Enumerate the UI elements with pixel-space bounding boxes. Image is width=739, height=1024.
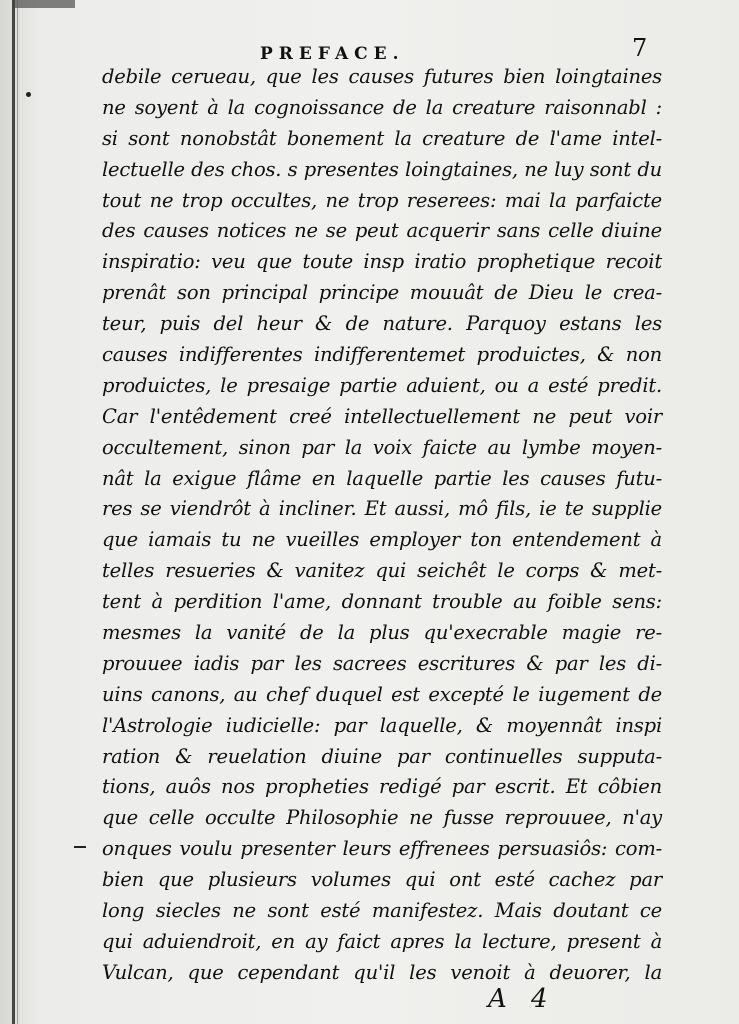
page-gutter-shadow bbox=[17, 0, 18, 1024]
text-line: prenât son principal principe mouuât de Dieu le crea- bbox=[102, 281, 662, 305]
page-number: 7 bbox=[632, 34, 648, 62]
text-line: prouuee iadis par les sacrees escritures & par les di- bbox=[102, 651, 662, 675]
text-line: tent à perdition l'ame, donnant trouble au foible sens: bbox=[102, 590, 662, 614]
text-line: lectuelle des chos. s presentes loingtaines, ne luy sont du bbox=[102, 157, 662, 181]
text-line: tout ne trop occultes, ne trop reserees: mai la parfaicte bbox=[102, 188, 662, 212]
text-line: long siecles ne sont esté manifestez. Mais doutant ce bbox=[102, 899, 662, 923]
text-line: qui aduiendroit, en ay faict apres la lecture, present à bbox=[102, 929, 662, 953]
text-line: tions, auôs nos propheties redigé par escrit. Et côbien bbox=[102, 775, 662, 799]
text-line: ration & reuelation diuine par continuelles supputa- bbox=[102, 744, 662, 768]
text-line: telles resueries & vanitez qui seichêt le corps & met- bbox=[102, 559, 662, 583]
text-line: bien que plusieurs volumes qui ont esté cachez par bbox=[102, 868, 662, 892]
text-line: uins canons, au chef duquel est excepté le iugement de bbox=[102, 682, 662, 706]
text-line: res se viendrôt à incliner. Et aussi, mô fils, ie te supplie bbox=[102, 497, 662, 521]
text-line: Vulcan, que cependant qu'il les venoit à deuorer, la bbox=[102, 960, 662, 984]
margin-speck bbox=[26, 92, 31, 97]
text-line: Car l'entêdement creé intellectuellement ne peut voir bbox=[102, 404, 662, 428]
page-gutter-edge bbox=[12, 0, 15, 1024]
text-line: que iamais tu ne vueilles employer ton entendement à bbox=[102, 528, 662, 552]
scan-edge-mark bbox=[15, 0, 75, 8]
text-line: teur, puis del heur & de nature. Parquoy estans les bbox=[102, 312, 662, 336]
signature-mark: A 4 bbox=[488, 984, 556, 1014]
running-head: PREFACE. bbox=[260, 44, 405, 64]
text-line: occultement, sinon par la voix faicte au lymbe moyen- bbox=[102, 435, 662, 459]
text-line: que celle occulte Philosophie ne fusse reprouuee, n'ay bbox=[102, 806, 662, 830]
text-line: si sont nonobstât bonement la creature de l'ame intel- bbox=[102, 126, 662, 150]
text-line: nât la exigue flâme en laquelle partie les causes futu- bbox=[102, 466, 662, 490]
text-line: l'Astrologie iudicielle: par laquelle, & moyennât inspi bbox=[102, 713, 662, 737]
text-line: onques voulu presenter leurs effrenees persuasiôs: com- bbox=[102, 837, 662, 861]
text-line: produictes, le presaige partie aduient, ou a esté predit. bbox=[102, 373, 662, 397]
text-line: mesmes la vanité de la plus qu'execrable magie re- bbox=[102, 621, 662, 645]
body-text bbox=[102, 62, 662, 989]
text-line: des causes notices ne se peut acquerir sans celle diuine bbox=[102, 219, 662, 243]
text-line: debile cerueau, que les causes futures bien loingtaines bbox=[102, 65, 662, 88]
margin-mark bbox=[74, 846, 86, 848]
text-line: causes indifferentes indifferentemet produictes, & non bbox=[102, 343, 662, 367]
text-line: ne soyent à la cognoissance de la creature raisonnabl : bbox=[102, 95, 662, 119]
text-line: inspiratio: veu que toute insp iratio prophetique recoit bbox=[102, 250, 662, 274]
